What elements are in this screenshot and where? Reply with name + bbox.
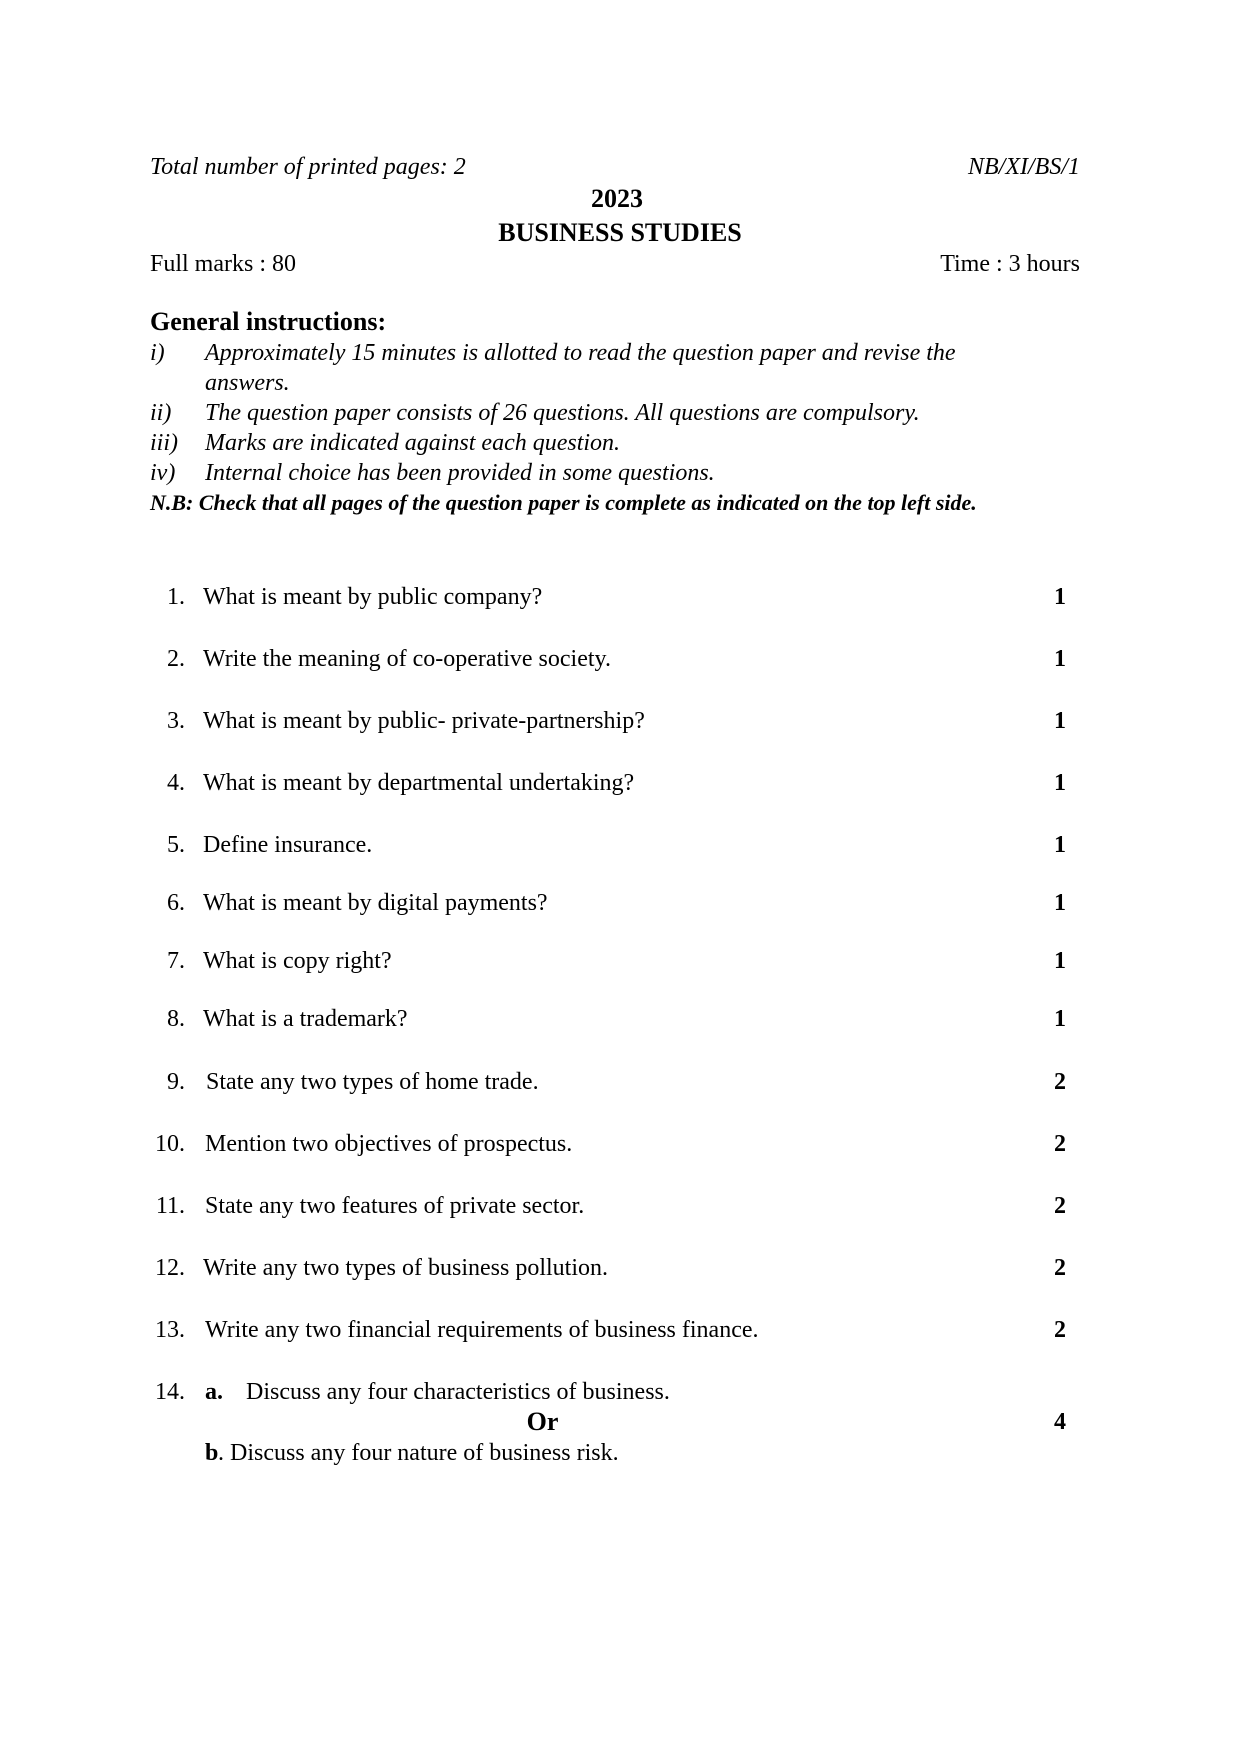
question-text: What is copy right? [203,948,392,974]
question-text: Mention two objectives of prospectus. [205,1131,573,1157]
instructions-note: N.B: Check that all pages of the question paper is complete as indicated on the top left side. [150,490,977,515]
question-text: What is meant by digital payments? [203,890,548,916]
question-marks: 4 [1054,1409,1066,1435]
q14-option-b-text: . Discuss any four nature of business risk. [218,1440,619,1466]
instructions-heading: General instructions: [150,307,387,336]
instruction-text: Approximately 15 minutes is allotted to read the question paper and revise the [205,340,956,366]
q14-option-a-text: Discuss any four characteristics of business. [246,1379,670,1405]
question-number: 11. [155,1193,185,1219]
q14-option-b-label: b [205,1440,219,1466]
question-marks: 2 [1054,1131,1066,1157]
question-number: 12. [155,1255,185,1281]
exam-year-text: 2023 [591,184,643,213]
instruction-num: i) [150,340,165,366]
question-number: 7. [167,948,185,974]
question-number: 2. [167,646,185,672]
question-text: Define insurance. [203,832,373,858]
printed-pages-note: Total number of printed pages: 2 [150,154,466,180]
question-marks: 2 [1054,1069,1066,1095]
question-marks: 1 [1054,1006,1066,1032]
q14-option-a-label: a. [205,1379,223,1405]
instruction-num: iii) [150,430,178,456]
q14-or: Or [526,1407,559,1436]
question-number: 1. [167,584,185,610]
question-marks: 1 [1054,646,1066,672]
question-text: Write the meaning of co-operative society. [203,646,611,672]
instruction-num: ii) [150,400,172,426]
question-text: Write any two types of business pollution. [203,1255,608,1281]
instruction-text: Marks are indicated against each question. [205,430,621,456]
instruction-text: The question paper consists of 26 questions. All questions are compulsory. [205,400,920,426]
question-marks: 2 [1054,1193,1066,1219]
full-marks: Full marks : 80 [150,251,297,277]
question-text: What is meant by public- private-partnership? [203,708,645,734]
question-marks: 1 [1054,948,1066,974]
question-text: What is a trademark? [203,1006,408,1032]
question-number: 3. [167,708,185,734]
question-marks: 1 [1054,832,1066,858]
question-number: 10. [155,1131,185,1157]
question-text: What is meant by departmental undertaking? [203,770,635,796]
question-text: State any two types of home trade. [206,1069,539,1095]
question-text: State any two features of private sector. [205,1193,585,1219]
question-number: 8. [167,1006,185,1032]
question-number: 5. [167,832,185,858]
paper-code: NB/XI/BS/1 [968,154,1080,180]
question-marks: 1 [1054,770,1066,796]
question-marks: 1 [1054,708,1066,734]
subject-title: BUSINESS STUDIES [498,218,742,247]
question-number: 14. [155,1379,185,1405]
exam-time: Time : 3 hours [940,251,1080,277]
question-number: 9. [167,1069,185,1095]
question-marks: 1 [1054,890,1066,916]
instruction-text-continued: answers. [205,370,290,396]
question-number: 4. [167,770,185,796]
instruction-num: iv) [150,460,176,486]
question-marks: 1 [1054,584,1066,610]
exam-year [0,183,1240,215]
question-number: 13. [155,1317,185,1343]
question-marks: 2 [1054,1255,1066,1281]
question-text: What is meant by public company? [203,584,543,610]
instruction-text: Internal choice has been provided in some questions. [205,460,715,486]
question-marks: 2 [1054,1317,1066,1343]
question-number: 6. [167,890,185,916]
question-text: Write any two financial requirements of business finance. [205,1317,759,1343]
